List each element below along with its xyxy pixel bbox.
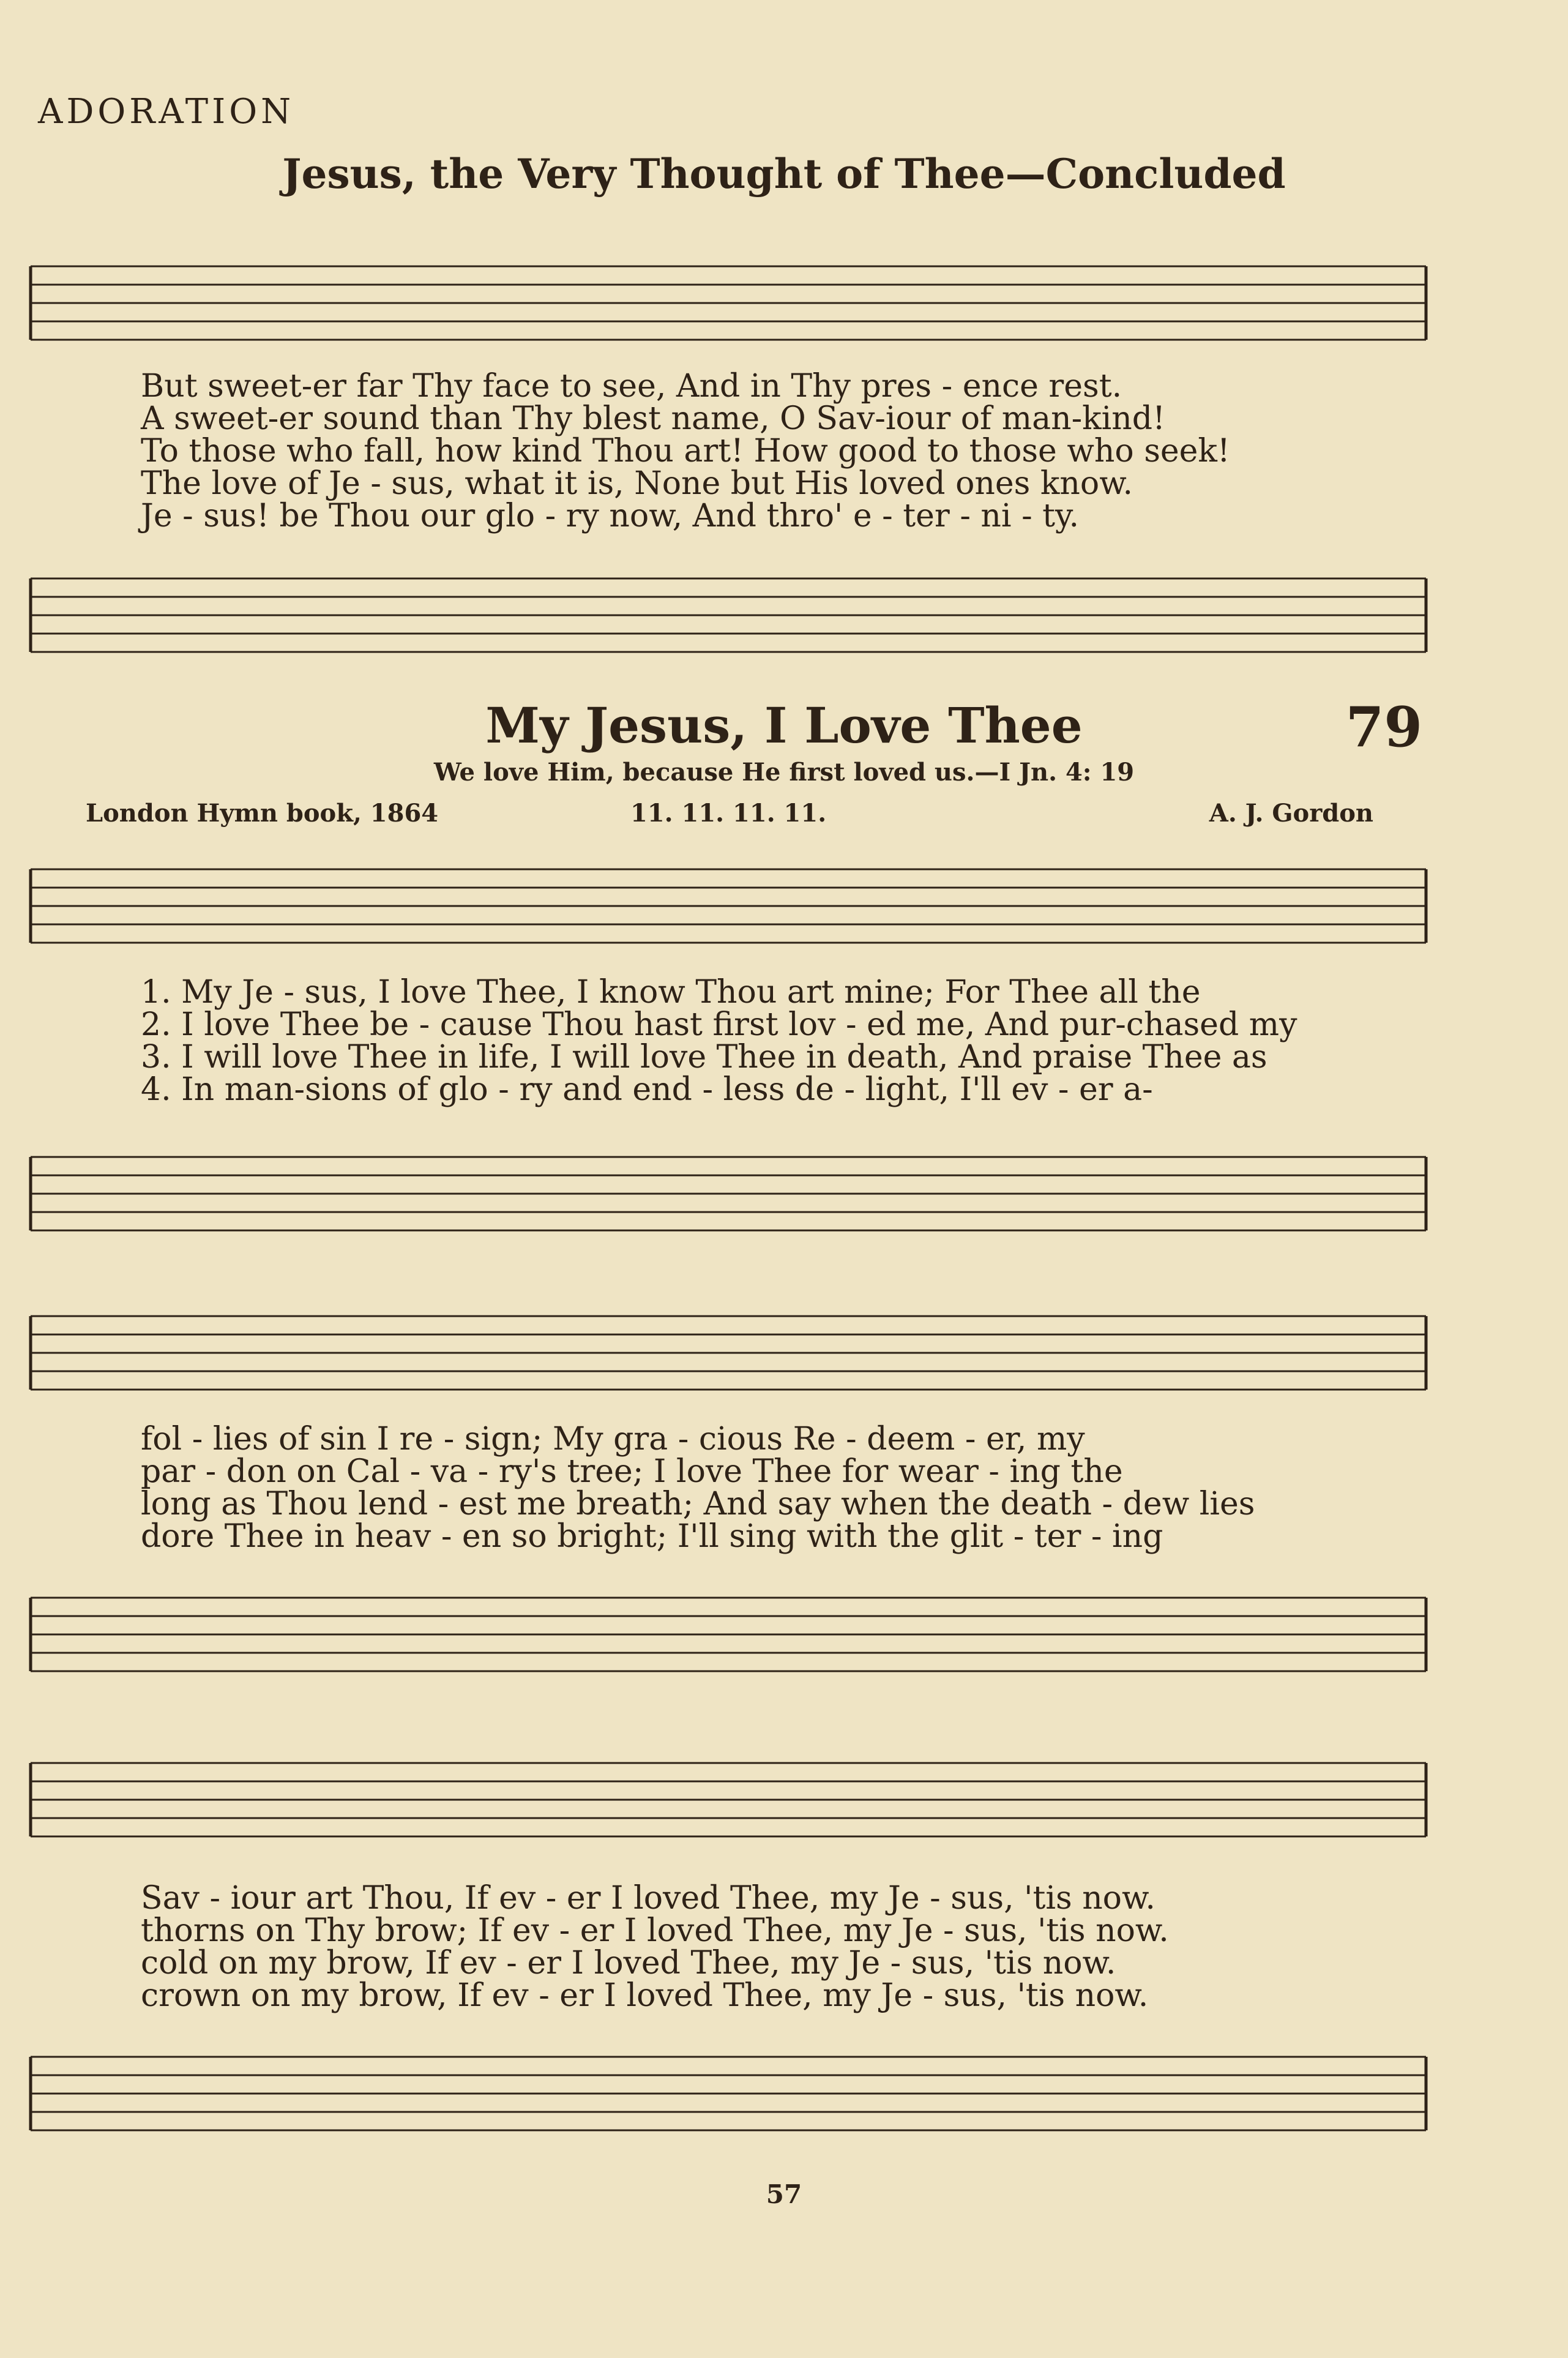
lyric-line: But sweet-er far Thy face to see, And in Thy pres - ence rest.: [141, 368, 1122, 405]
lyric-line: dore Thee in heav - en so bright; I'll sing with the glit - ter - ing: [141, 1518, 1163, 1555]
lyric-line: The love of Je - sus, what it is, None but His loved ones know.: [141, 465, 1133, 502]
lyric-line: A sweet-er sound than Thy blest name, O Sav-iour of man-kind!: [141, 400, 1165, 437]
lyric-line: Je - sus! be Thou our glo - ry now, And thro' e - ter - ni - ty.: [141, 498, 1080, 534]
lyrics-system-2: [141, 1423, 1395, 1553]
bass-staff-1: [24, 1132, 1432, 1255]
treble-staff-1: [24, 845, 1432, 967]
lyric-line: crown on my brow, If ev - er I loved Thee, my Je - sus, 'tis now.: [141, 1977, 1149, 2014]
bass-staff-2: [24, 1573, 1432, 1696]
lyric-line: Sav - iour art Thou, If ev - er I loved Thee, my Je - sus, 'tis now.: [141, 1880, 1155, 1917]
scripture-reference: We love Him, because He first loved us.—I Jn. 4: 19: [433, 758, 1135, 787]
lyric-line: 2. I love Thee be - cause Thou hast first lov - ed me, And pur-chased my: [141, 1006, 1297, 1043]
prev-hymn-title: Jesus, the Very Thought of Thee—Concluded: [282, 150, 1286, 198]
lyric-line: thorns on Thy brow; If ev - er I loved Thee, my Je - sus, 'tis now.: [141, 1912, 1169, 1949]
treble-staff-0: [24, 230, 1432, 376]
lyric-line: par - don on Cal - va - ry's tree; I love Thee for wear - ing the: [141, 1453, 1123, 1490]
section-label: ADORATION: [38, 92, 295, 132]
lyrics-system-1: [141, 976, 1395, 1106]
composer: A. J. Gordon: [1209, 799, 1373, 828]
treble-staff-3: [24, 1739, 1432, 1861]
lyric-line: fol - lies of sin I re - sign; My gra - cious Re - deem - er, my: [141, 1421, 1085, 1458]
hymn-meter: 11. 11. 11. 11.: [630, 799, 827, 828]
lyric-line: long as Thou lend - est me breath; And say when the death - dew lies: [141, 1486, 1255, 1522]
prev-hymn-lyrics: [141, 370, 1395, 533]
hymn-title: My Jesus, I Love Thee: [485, 697, 1083, 754]
hymn-number: 79: [1345, 695, 1422, 760]
treble-staff-2: [24, 1292, 1432, 1414]
lyrics-system-3: [141, 1882, 1395, 2012]
lyric-line: To those who fall, how kind Thou art! How good to those who seek!: [141, 433, 1230, 470]
lyric-line: 3. I will love Thee in life, I will love Thee in death, And praise Thee as: [141, 1039, 1267, 1076]
lyric-line: 1. My Je - sus, I love Thee, I know Thou art mine; For Thee all the: [141, 974, 1201, 1011]
lyric-line: cold on my brow, If ev - er I loved Thee, my Je - sus, 'tis now.: [141, 1945, 1116, 1982]
lyric-line: 4. In man-sions of glo - ry and end - less de - light, I'll ev - er a-: [141, 1071, 1153, 1108]
text-source: London Hymn book, 1864: [86, 799, 439, 828]
bass-staff-3: [24, 2032, 1432, 2155]
bass-staff-0: [24, 554, 1432, 676]
page-number: 57: [766, 2179, 802, 2209]
